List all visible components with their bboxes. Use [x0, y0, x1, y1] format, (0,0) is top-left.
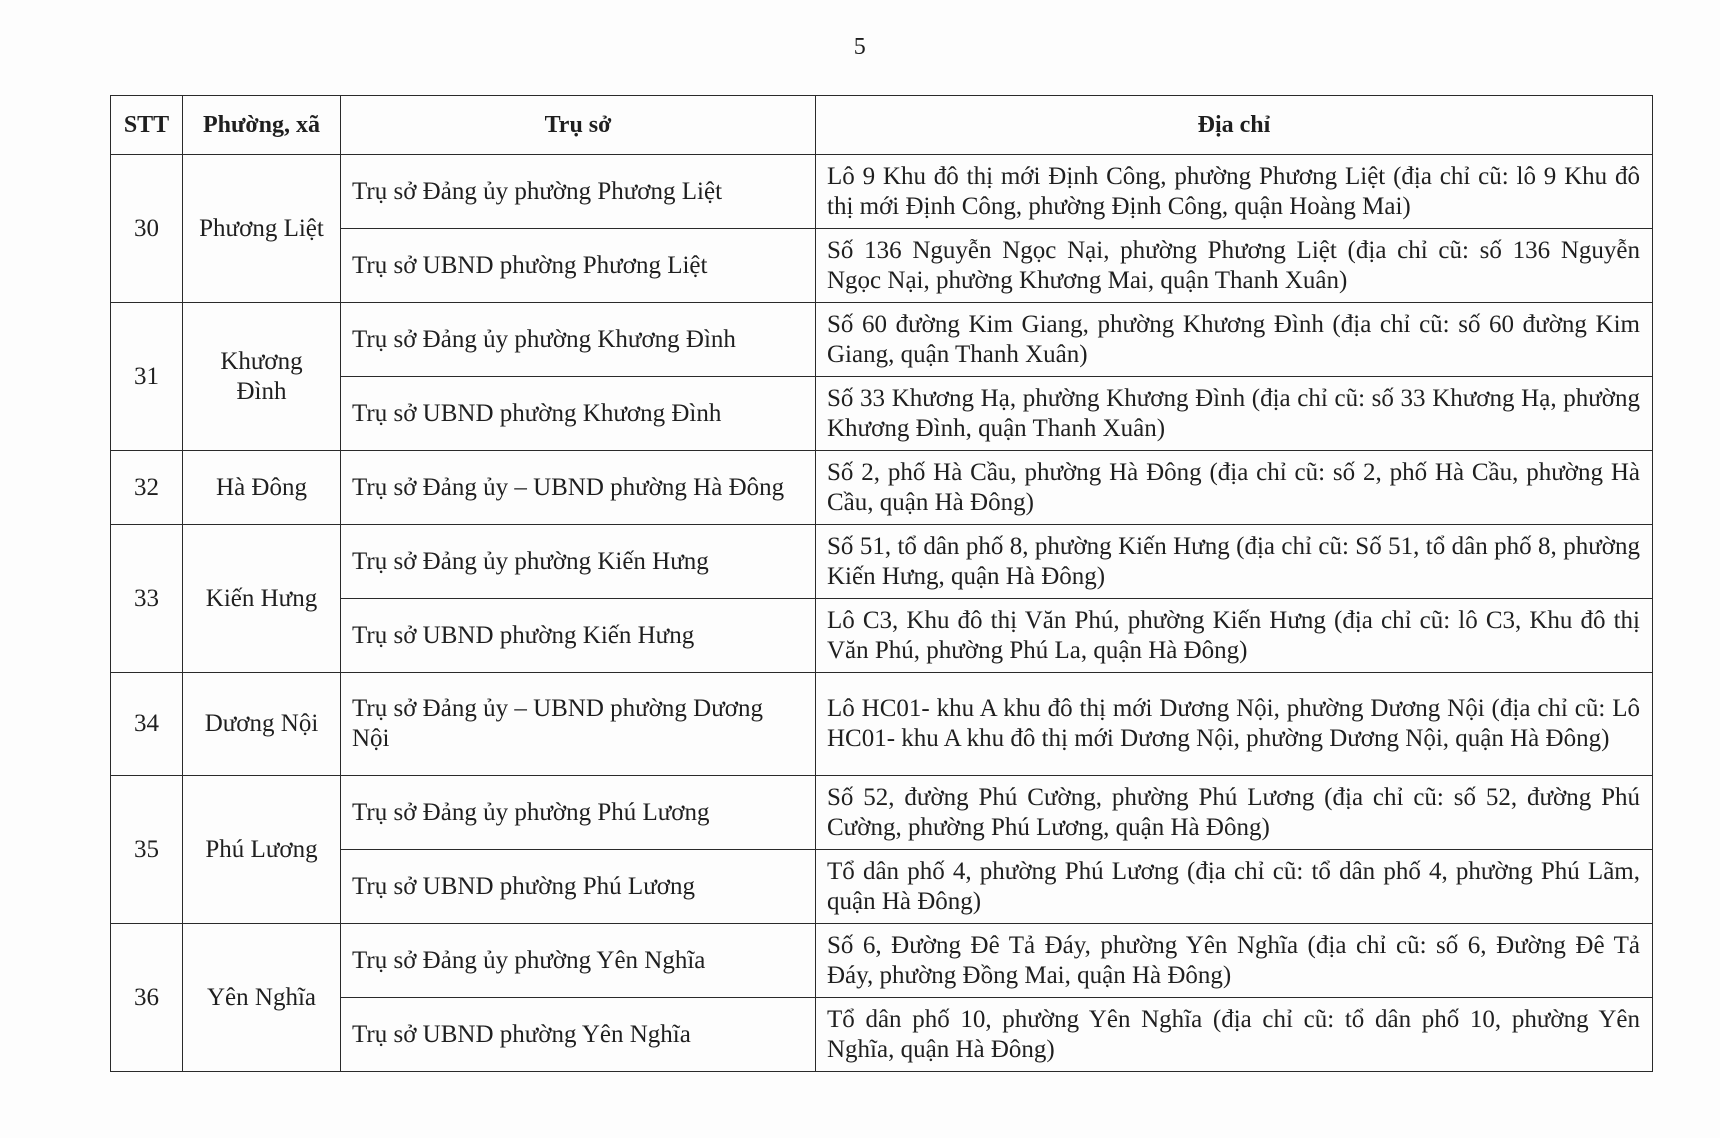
cell-stt: 34 — [111, 673, 183, 776]
table-row — [111, 673, 1653, 776]
cell-ward: Khương Đình — [183, 303, 341, 451]
cell-ward: Yên Nghĩa — [183, 924, 341, 1072]
cell-office: Trụ sở Đảng ủy phường Kiến Hưng — [341, 525, 816, 599]
table-header-row — [111, 96, 1653, 155]
cell-stt: 35 — [111, 776, 183, 924]
cell-office: Trụ sở UBND phường Kiến Hưng — [341, 599, 816, 673]
table-row — [111, 776, 1653, 850]
cell-ward: Dương Nội — [183, 673, 341, 776]
cell-address: Lô 9 Khu đô thị mới Định Công, phường Phương Liệt (địa chỉ cũ: lô 9 Khu đô thị mới Định Công, phường Định Công, quận Hoàng Mai) — [816, 155, 1653, 229]
header-office: Trụ sở — [341, 96, 816, 155]
table-row — [111, 998, 1653, 1072]
cell-address: Số 2, phố Hà Cầu, phường Hà Đông (địa chỉ cũ: số 2, phố Hà Cầu, phường Hà Cầu, quận Hà Đông) — [816, 451, 1653, 525]
cell-stt: 30 — [111, 155, 183, 303]
table-row — [111, 924, 1653, 998]
cell-office: Trụ sở UBND phường Yên Nghĩa — [341, 998, 816, 1072]
cell-office: Trụ sở Đảng ủy phường Phú Lương — [341, 776, 816, 850]
cell-office: Trụ sở Đảng ủy phường Phương Liệt — [341, 155, 816, 229]
table-row — [111, 303, 1653, 377]
cell-address: Số 52, đường Phú Cường, phường Phú Lương (địa chỉ cũ: số 52, đường Phú Cường, phường Phú Lương, quận Hà Đông) — [816, 776, 1653, 850]
cell-address: Lô HC01- khu A khu đô thị mới Dương Nội, phường Dương Nội (địa chỉ cũ: Lô HC01- khu A khu đô thị mới Dương Nội, phường Dương Nội, quận Hà Đông) — [816, 673, 1653, 776]
table-row — [111, 451, 1653, 525]
cell-ward: Kiến Hưng — [183, 525, 341, 673]
cell-office: Trụ sở Đảng ủy – UBND phường Dương Nội — [341, 673, 816, 776]
table-row — [111, 525, 1653, 599]
cell-office: Trụ sở UBND phường Khương Đình — [341, 377, 816, 451]
table-row — [111, 155, 1653, 229]
table-row — [111, 377, 1653, 451]
cell-office: Trụ sở Đảng ủy phường Yên Nghĩa — [341, 924, 816, 998]
cell-office: Trụ sở Đảng ủy phường Khương Đình — [341, 303, 816, 377]
cell-address: Số 136 Nguyễn Ngọc Nại, phường Phương Liệt (địa chỉ cũ: số 136 Nguyễn Ngọc Nại, phường Khương Mai, quận Thanh Xuân) — [816, 229, 1653, 303]
cell-address: Số 33 Khương Hạ, phường Khương Đình (địa chỉ cũ: số 33 Khương Hạ, phường Khương Đình, quận Thanh Xuân) — [816, 377, 1653, 451]
headquarters-table — [110, 95, 1653, 1072]
table-row — [111, 229, 1653, 303]
cell-office: Trụ sở UBND phường Phú Lương — [341, 850, 816, 924]
cell-address: Tổ dân phố 10, phường Yên Nghĩa (địa chỉ cũ: tổ dân phố 10, phường Yên Nghĩa, quận Hà Đông) — [816, 998, 1653, 1072]
cell-address: Tổ dân phố 4, phường Phú Lương (địa chỉ cũ: tổ dân phố 4, phường Phú Lãm, quận Hà Đông) — [816, 850, 1653, 924]
cell-ward: Hà Đông — [183, 451, 341, 525]
cell-ward: Phú Lương — [183, 776, 341, 924]
cell-stt: 36 — [111, 924, 183, 1072]
cell-stt: 32 — [111, 451, 183, 525]
cell-address: Số 6, Đường Đê Tả Đáy, phường Yên Nghĩa (địa chỉ cũ: số 6, Đường Đê Tả Đáy, phường Đồng Mai, quận Hà Đông) — [816, 924, 1653, 998]
cell-address: Lô C3, Khu đô thị Văn Phú, phường Kiến Hưng (địa chỉ cũ: lô C3, Khu đô thị Văn Phú, phường Phú La, quận Hà Đông) — [816, 599, 1653, 673]
header-stt: STT — [111, 96, 183, 155]
cell-ward: Phương Liệt — [183, 155, 341, 303]
cell-office: Trụ sở UBND phường Phương Liệt — [341, 229, 816, 303]
cell-address: Số 51, tổ dân phố 8, phường Kiến Hưng (địa chỉ cũ: Số 51, tổ dân phố 8, phường Kiến Hưng, quận Hà Đông) — [816, 525, 1653, 599]
header-ward: Phường, xã — [183, 96, 341, 155]
header-address: Địa chỉ — [816, 96, 1653, 155]
table-row — [111, 599, 1653, 673]
table-row — [111, 850, 1653, 924]
cell-stt: 31 — [111, 303, 183, 451]
page-number: 5 — [853, 34, 867, 60]
cell-stt: 33 — [111, 525, 183, 673]
cell-office: Trụ sở Đảng ủy – UBND phường Hà Đông — [341, 451, 816, 525]
cell-address: Số 60 đường Kim Giang, phường Khương Đình (địa chỉ cũ: số 60 đường Kim Giang, quận Thanh Xuân) — [816, 303, 1653, 377]
